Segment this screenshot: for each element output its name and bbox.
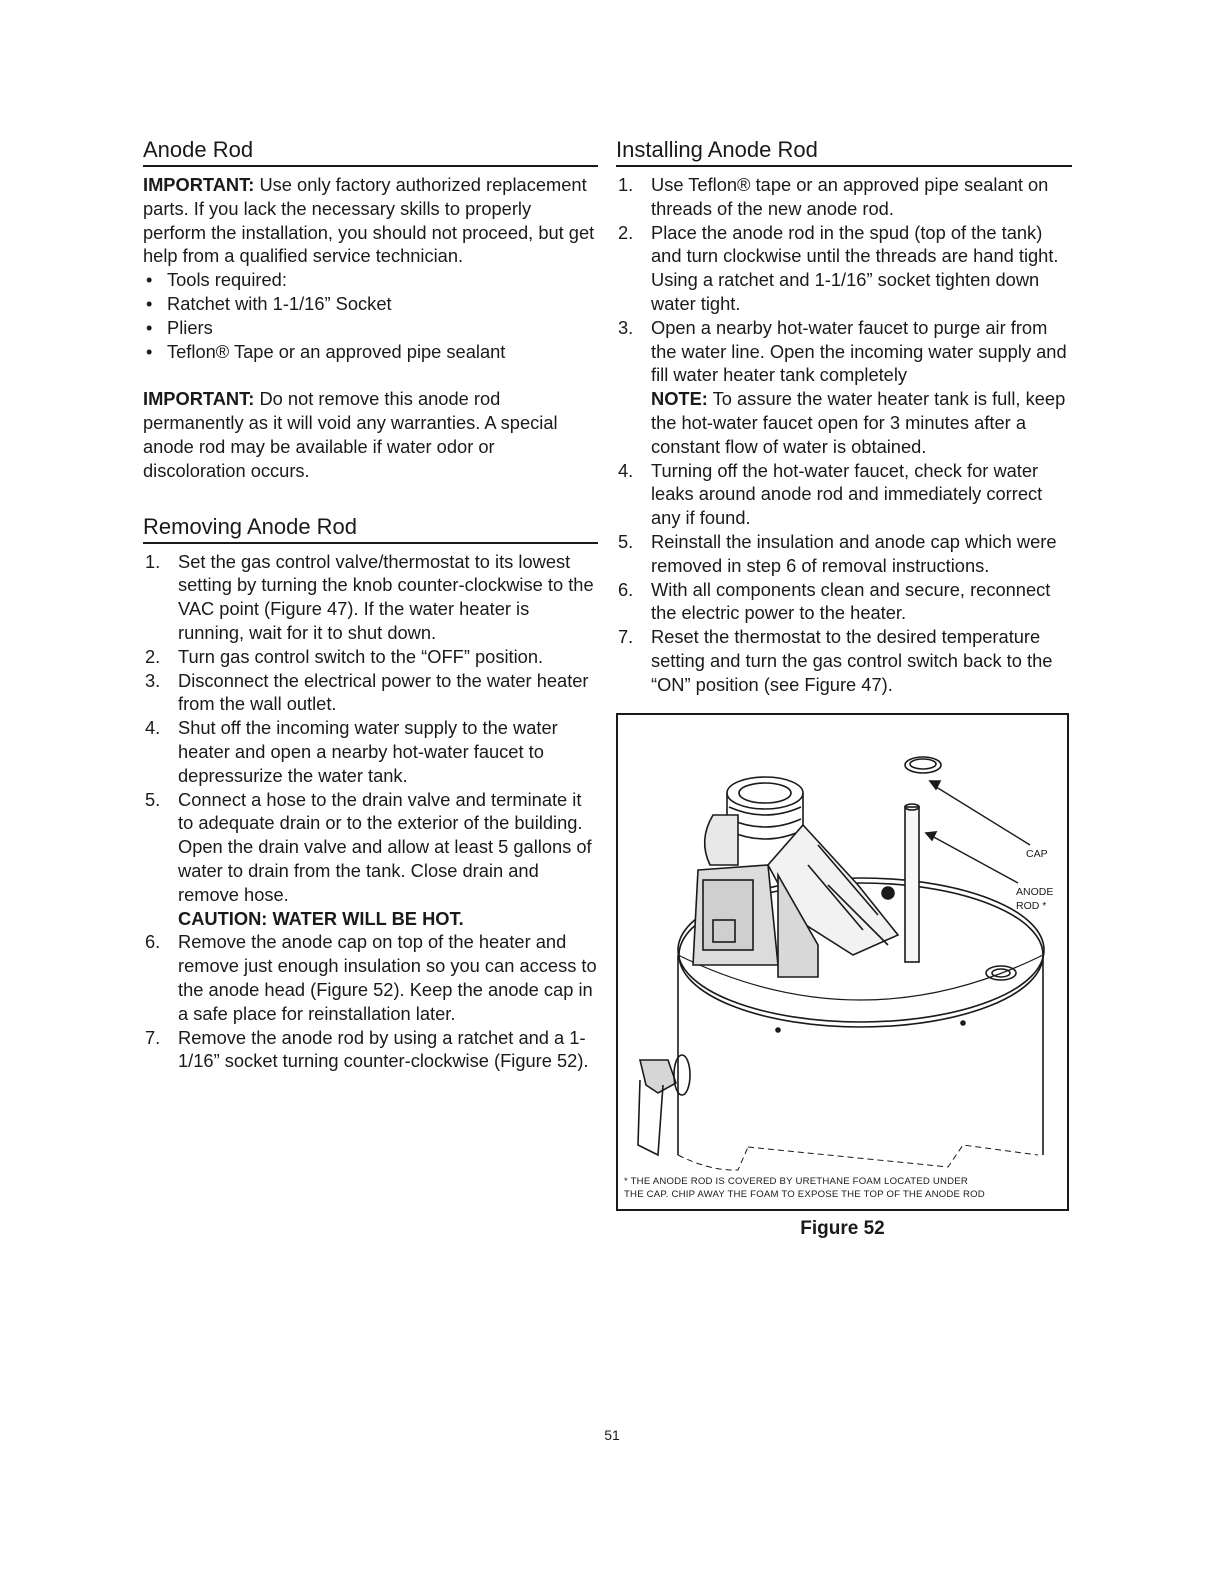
list-item: 6. Remove the anode cap on top of the heater and remove just enough insulation so you can access to the anode head (Figure 52). Keep the anode cap in a safe place for reinstallation later. [145,931,597,1024]
anode-rod [905,807,919,962]
right-column [616,136,1072,697]
anode-rod-heading: Anode Rod [143,136,598,167]
list-item: 1. Set the gas control valve/thermostat to its lowest setting by turning the knob counter-clockwise to the VAC point (Figure 47). If the water heater is running, wait for it to shut down. [145,550,594,643]
figure-note-line-2: THE CAP. CHIP AWAY THE FOAM TO EXPOSE THE TOP OF THE ANODE ROD [624,1189,985,1200]
anode-rod-label-line2: ROD * [1016,900,1047,912]
removing-steps-list [143,550,598,1074]
list-item: 2. Turn gas control switch to the “OFF” position. [145,645,544,667]
list-item: • Teflon® Tape or an approved pipe sealant [143,340,598,364]
important-text: Do not remove this anode rod permanently as it will void any warranties. A special anode rod may be available if water odor or discoloration occurs. [143,388,558,481]
important-text: Use only factory authorized replacement parts. If you lack the necessary skills to properly perform the installation, you should not proceed, but get help from a qualified service technician. [143,174,595,267]
installing-anode-rod-heading: Installing Anode Rod [616,136,1072,167]
list-item: 4. Turning off the hot-water faucet, check for water leaks around anode rod and immediately correct any if found. [618,459,1043,529]
list-item: • Pliers [143,316,598,340]
page-number: 51 [604,1427,620,1443]
removing-anode-rod-heading: Removing Anode Rod [143,513,598,544]
important-label: IMPORTANT: [143,174,255,195]
installing-steps-list [616,173,1072,697]
list-item: 7. Remove the anode rod by using a ratchet and a 1-1/16” socket turning counter-clockwise (Figure 52). [145,1026,589,1072]
list-item: 3. Open a nearby hot-water faucet to purge air from the water line. Open the incoming water supply and fill water heater tank completely NOTE: To assure the water heater tank is full, keep the hot-water faucet open for 3 minutes after a constant flow of water is obtained. [618,316,1067,457]
caution-text: CAUTION: WATER WILL BE HOT. [178,907,464,929]
left-column [143,136,598,1073]
list-item: • Tools required: [143,268,598,292]
important-label: IMPORTANT: [143,388,255,410]
list-item: 2. Place the anode rod in the spud (top of the tank) and turn clockwise until the threads are hand tight. Using a ratchet and 1-1/16” socket tighten down water tight. [618,221,1059,314]
tools-list [143,268,598,363]
list-item: 4. Shut off the incoming water supply to the water heater and open a nearby hot-water faucet to depressurize the water tank. [145,717,558,786]
list-item: 5. Reinstall the insulation and anode cap which were removed in step 6 of removal instructions. [618,530,1057,576]
list-item: 1. Use Teflon® tape or an approved pipe sealant on threads of the new anode rod. [618,174,1049,219]
anode-rod-label-line1: ANODE [1016,886,1054,898]
water-heater-illustration [618,715,1067,1209]
note-label: NOTE: [651,388,708,410]
list-item: 7. Reset the thermostat to the desired temperature setting and turn the gas control switch back to the “ON” position (see Figure 47). [618,626,1053,695]
list-item: 5. Connect a hose to the drain valve and terminate it to adequate drain or to the exterior of the building. Open the drain valve and allow at least 5 gallons of water to drain from the tank. Close drain and remove hose. CAUTION: WATER WILL BE HOT. [143,788,598,931]
important-paragraph-1 [143,173,598,268]
list-item: 3. Disconnect the electrical power to the water heater from the wall outlet. [145,669,589,715]
figure-note [624,1175,1064,1201]
list-item: 6. With all components clean and secure, reconnect the electric power to the heater. [618,578,1051,624]
note-text: To assure the water heater tank is full, keep the hot-water faucet open for 3 minutes after a constant flow of water is obtained. [651,388,1066,457]
cap-label: CAP [1026,848,1048,860]
figure-52-box [616,713,1069,1211]
figure-caption: Figure 52 [800,1218,885,1239]
important-paragraph-2 [143,387,598,482]
figure-note-line-1: * THE ANODE ROD IS COVERED BY URETHANE FOAM LOCATED UNDER [624,1176,969,1187]
list-item: • Ratchet with 1-1/16” Socket [143,292,598,316]
